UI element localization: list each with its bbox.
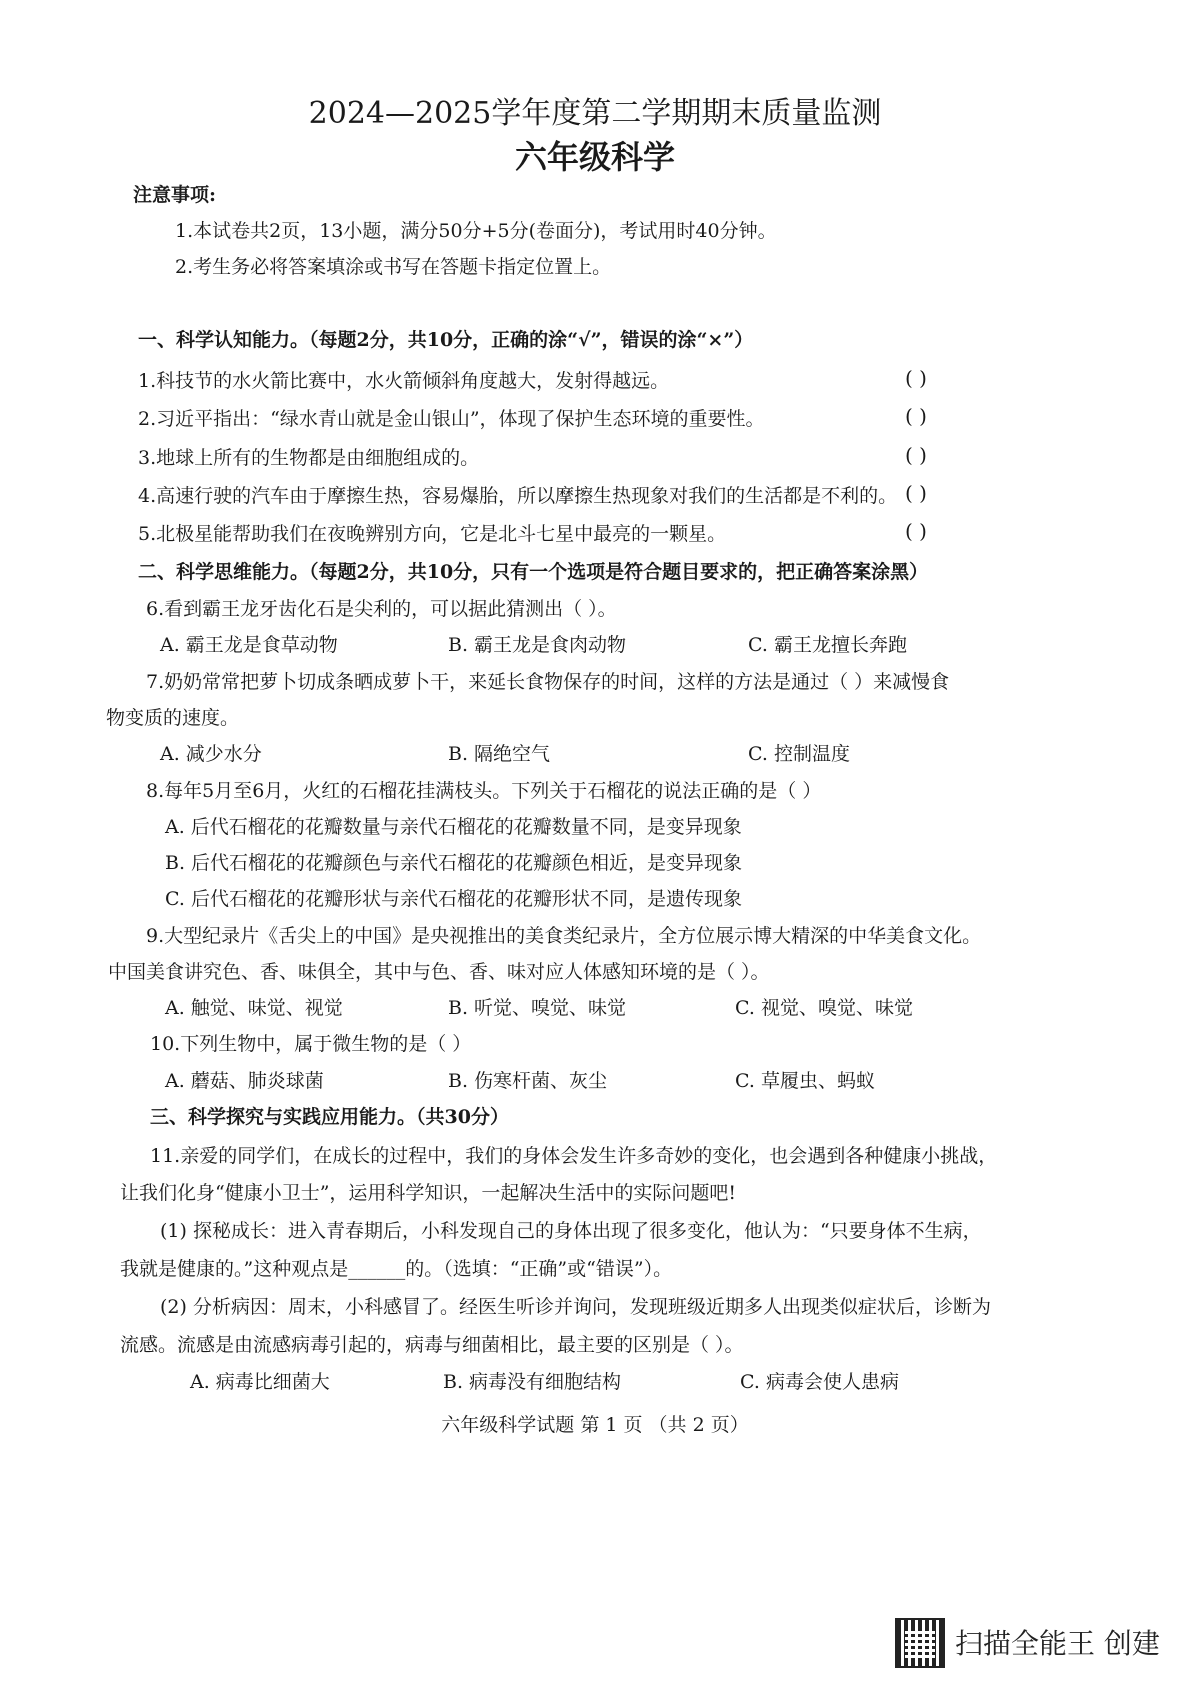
question-11-line1: 11.亲爱的同学们，在成长的过程中，我们的身体会发生许多奇妙的变化，也会遇到各种健康小挑战， bbox=[150, 1145, 998, 1167]
question-2: 2.习近平指出：“绿水青山就是金山银山”，体现了保护生态环境的重要性。 bbox=[138, 408, 765, 430]
option-6a: A. 霸王龙是食草动物 bbox=[160, 634, 338, 656]
question-9-line1: 9.大型纪录片《舌尖上的中国》是央视推出的美食类纪录片，全方位展示博大精深的中华美食文化。 bbox=[146, 925, 982, 947]
section2-heading: 二、科学思维能力。（每题2分，共10分，只有一个选项是符合题目要求的，把正确答案涂黑） bbox=[138, 561, 929, 583]
option-10a: A. 蘑菇、肺炎球菌 bbox=[165, 1070, 324, 1092]
question-11-part2-line1: (2) 分析病因：周末，小科感冒了。经医生听诊并询问，发现班级近期多人出现类似症状后，诊断为 bbox=[160, 1296, 991, 1318]
question-10: 10.下列生物中，属于微生物的是（ ） bbox=[150, 1033, 472, 1055]
option-8b: B. 后代石榴花的花瓣颜色与亲代石榴花的花瓣颜色相近，是变异现象 bbox=[165, 852, 743, 874]
question-8: 8.每年5月至6月，火红的石榴花挂满枝头。下列关于石榴花的说法正确的是（ ） bbox=[146, 780, 822, 802]
scanner-watermark: 扫描全能王 创建 bbox=[955, 1627, 1160, 1660]
option-10b: B. 伤寒杆菌、灰尘 bbox=[448, 1070, 608, 1092]
page-footer: 六年级科学试题 第 1 页 （共 2 页） bbox=[441, 1414, 749, 1436]
question-7-line2: 物变质的速度。 bbox=[106, 707, 240, 729]
option-10c: C. 草履虫、蚂蚁 bbox=[735, 1070, 875, 1092]
option-7b: B. 隔绝空气 bbox=[448, 743, 551, 765]
section1-heading: 一、科学认知能力。（每题2分，共10分，正确的涂“√”，错误的涂“×”） bbox=[138, 329, 754, 351]
question-7-line1: 7.奶奶常常把萝卜切成条晒成萝卜干，来延长食物保存的时间，这样的方法是通过（ ）来减慢食 bbox=[146, 671, 950, 693]
option-11c: C. 病毒会使人患病 bbox=[740, 1371, 899, 1393]
answer-paren-1: ( ) bbox=[905, 366, 927, 390]
option-11a: A. 病毒比细菌大 bbox=[190, 1371, 330, 1393]
option-8a: A. 后代石榴花的花瓣数量与亲代石榴花的花瓣数量不同，是变异现象 bbox=[165, 816, 742, 838]
option-9c: C. 视觉、嗅觉、味觉 bbox=[735, 997, 913, 1019]
option-9b: B. 听觉、嗅觉、味觉 bbox=[448, 997, 627, 1019]
answer-paren-3: ( ) bbox=[905, 443, 927, 467]
question-5: 5.北极星能帮助我们在夜晚辨别方向，它是北斗七星中最亮的一颗星。 bbox=[138, 523, 727, 545]
notice-item-2: 2.考生务必将答案填涂或书写在答题卡指定位置上。 bbox=[175, 256, 612, 278]
question-1: 1.科技节的水火箭比赛中，水火箭倾斜角度越大，发射得越远。 bbox=[138, 370, 670, 392]
option-8c: C. 后代石榴花的花瓣形状与亲代石榴花的花瓣形状不同，是遗传现象 bbox=[165, 888, 742, 910]
notice-item-1: 1.本试卷共2页，13小题，满分50分+5分(卷面分)，考试用时40分钟。 bbox=[175, 220, 777, 242]
option-7a: A. 减少水分 bbox=[160, 743, 262, 765]
question-3: 3.地球上所有的生物都是由细胞组成的。 bbox=[138, 447, 480, 469]
question-11-line2: 让我们化身“健康小卫士”，运用科学知识，一起解决生活中的实际问题吧! bbox=[120, 1182, 737, 1204]
exam-subtitle: 六年级科学 bbox=[514, 138, 675, 176]
option-9a: A. 触觉、味觉、视觉 bbox=[165, 997, 343, 1019]
option-7c: C. 控制温度 bbox=[748, 743, 850, 765]
question-6: 6.看到霸王龙牙齿化石是尖利的，可以据此猜测出（ ）。 bbox=[146, 598, 617, 620]
question-9-line2: 中国美食讲究色、香、味俱全，其中与色、香、味对应人体感知环境的是（ ）。 bbox=[108, 961, 770, 983]
question-11-part1-line2: 我就是健康的。”这种观点是______的。（选填：“正确”或“错误”）。 bbox=[120, 1258, 673, 1280]
answer-paren-5: ( ) bbox=[905, 519, 927, 543]
exam-title: 2024—2025学年度第二学期期末质量监测 bbox=[308, 96, 882, 131]
answer-paren-2: ( ) bbox=[905, 404, 927, 428]
question-11-part2-line2: 流感。流感是由流感病毒引起的，病毒与细菌相比，最主要的区别是（ ）。 bbox=[120, 1334, 744, 1356]
qr-code-icon bbox=[895, 1618, 945, 1668]
option-11b: B. 病毒没有细胞结构 bbox=[443, 1371, 622, 1393]
option-6c: C. 霸王龙擅长奔跑 bbox=[748, 634, 907, 656]
notice-heading: 注意事项: bbox=[133, 184, 217, 206]
question-11-part1-line1: (1) 探秘成长：进入青春期后，小科发现自己的身体出现了很多变化，他认为：“只要身体不生病， bbox=[160, 1220, 982, 1242]
answer-paren-4: ( ) bbox=[905, 481, 927, 505]
question-4: 4.高速行驶的汽车由于摩擦生热，容易爆胎，所以摩擦生热现象对我们的生活都是不利的。 bbox=[138, 485, 898, 507]
section3-heading: 三、科学探究与实践应用能力。（共30分） bbox=[150, 1106, 509, 1128]
option-6b: B. 霸王龙是食肉动物 bbox=[448, 634, 627, 656]
